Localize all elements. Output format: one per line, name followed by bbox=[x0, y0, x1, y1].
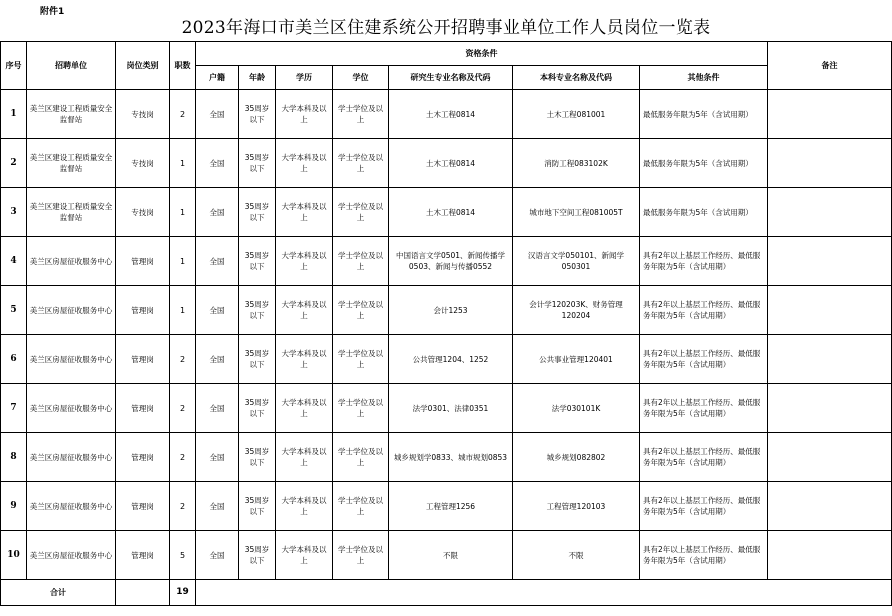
row-education: 大学本科及以上 bbox=[276, 433, 333, 482]
row-undergrad-major: 汉语言文学050101、新闻学050301 bbox=[513, 237, 640, 286]
row-unit: 美兰区房屋征收服务中心 bbox=[27, 286, 116, 335]
row-age: 35周岁以下 bbox=[239, 286, 276, 335]
row-grad-major: 不限 bbox=[389, 531, 513, 580]
row-unit: 美兰区房屋征收服务中心 bbox=[27, 384, 116, 433]
row-age: 35周岁以下 bbox=[239, 90, 276, 139]
row-education: 大学本科及以上 bbox=[276, 139, 333, 188]
row-remarks bbox=[768, 531, 892, 580]
row-household: 全国 bbox=[196, 531, 239, 580]
row-unit: 美兰区房屋征收服务中心 bbox=[27, 237, 116, 286]
row-grad-major: 中国语言文学0501、新闻传播学0503、新闻与传播0552 bbox=[389, 237, 513, 286]
row-undergrad-major: 工程管理120103 bbox=[513, 482, 640, 531]
table-row bbox=[1, 531, 892, 580]
row-other: 具有2年以上基层工作经历、最低服务年限为5年（含试用期） bbox=[640, 433, 768, 482]
row-grad-major: 法学0301、法律0351 bbox=[389, 384, 513, 433]
row-other: 具有2年以上基层工作经历、最低服务年限为5年（含试用期） bbox=[640, 286, 768, 335]
total-row bbox=[1, 580, 892, 606]
row-degree: 学士学位及以上 bbox=[333, 90, 389, 139]
row-remarks bbox=[768, 188, 892, 237]
positions-table bbox=[0, 41, 892, 606]
row-grad-major: 会计1253 bbox=[389, 286, 513, 335]
row-seq: 1 bbox=[1, 90, 27, 139]
row-count: 5 bbox=[170, 531, 196, 580]
row-grad-major: 公共管理1204、1252 bbox=[389, 335, 513, 384]
row-education: 大学本科及以上 bbox=[276, 188, 333, 237]
row-seq: 7 bbox=[1, 384, 27, 433]
row-count: 1 bbox=[170, 286, 196, 335]
header-grad-major: 研究生专业名称及代码 bbox=[389, 66, 513, 90]
row-category: 管理岗 bbox=[116, 335, 170, 384]
row-degree: 学士学位及以上 bbox=[333, 237, 389, 286]
row-age: 35周岁以下 bbox=[239, 531, 276, 580]
table-row bbox=[1, 384, 892, 433]
table-row bbox=[1, 90, 892, 139]
row-age: 35周岁以下 bbox=[239, 237, 276, 286]
table-row bbox=[1, 237, 892, 286]
row-category: 管理岗 bbox=[116, 482, 170, 531]
total-blank bbox=[196, 580, 892, 606]
table-row bbox=[1, 139, 892, 188]
row-unit: 美兰区建设工程质量安全监督站 bbox=[27, 188, 116, 237]
row-grad-major: 土木工程0814 bbox=[389, 90, 513, 139]
row-category: 管理岗 bbox=[116, 384, 170, 433]
total-spacer bbox=[116, 580, 170, 606]
row-undergrad-major: 法学030101K bbox=[513, 384, 640, 433]
header-unit: 招聘单位 bbox=[27, 42, 116, 90]
row-education: 大学本科及以上 bbox=[276, 286, 333, 335]
row-count: 2 bbox=[170, 433, 196, 482]
row-category: 专技岗 bbox=[116, 139, 170, 188]
row-other: 具有2年以上基层工作经历、最低服务年限为5年（含试用期） bbox=[640, 482, 768, 531]
row-unit: 美兰区房屋征收服务中心 bbox=[27, 433, 116, 482]
page-title: 2023年海口市美兰区住建系统公开招聘事业单位工作人员岗位一览表 bbox=[181, 18, 711, 38]
row-education: 大学本科及以上 bbox=[276, 335, 333, 384]
row-remarks bbox=[768, 286, 892, 335]
row-unit: 美兰区房屋征收服务中心 bbox=[27, 531, 116, 580]
row-undergrad-major: 会计学120203K、财务管理120204 bbox=[513, 286, 640, 335]
row-education: 大学本科及以上 bbox=[276, 237, 333, 286]
header-count: 职数 bbox=[170, 42, 196, 90]
row-degree: 学士学位及以上 bbox=[333, 188, 389, 237]
header-degree: 学位 bbox=[333, 66, 389, 90]
row-household: 全国 bbox=[196, 433, 239, 482]
row-category: 专技岗 bbox=[116, 90, 170, 139]
row-category: 管理岗 bbox=[116, 286, 170, 335]
row-seq: 6 bbox=[1, 335, 27, 384]
row-degree: 学士学位及以上 bbox=[333, 531, 389, 580]
row-age: 35周岁以下 bbox=[239, 482, 276, 531]
header-remarks: 备注 bbox=[768, 42, 892, 90]
row-household: 全国 bbox=[196, 335, 239, 384]
row-degree: 学士学位及以上 bbox=[333, 139, 389, 188]
row-other: 具有2年以上基层工作经历、最低服务年限为5年（含试用期） bbox=[640, 531, 768, 580]
row-count: 2 bbox=[170, 482, 196, 531]
row-household: 全国 bbox=[196, 482, 239, 531]
row-unit: 美兰区房屋征收服务中心 bbox=[27, 482, 116, 531]
row-seq: 5 bbox=[1, 286, 27, 335]
row-count: 1 bbox=[170, 188, 196, 237]
row-other: 最低服务年限为5年（含试用期） bbox=[640, 188, 768, 237]
table-row bbox=[1, 482, 892, 531]
row-seq: 4 bbox=[1, 237, 27, 286]
header-category: 岗位类别 bbox=[116, 42, 170, 90]
row-undergrad-major: 土木工程081001 bbox=[513, 90, 640, 139]
row-category: 管理岗 bbox=[116, 531, 170, 580]
table-row bbox=[1, 286, 892, 335]
row-unit: 美兰区房屋征收服务中心 bbox=[27, 335, 116, 384]
header-household: 户籍 bbox=[196, 66, 239, 90]
row-household: 全国 bbox=[196, 90, 239, 139]
row-other: 最低服务年限为5年（含试用期） bbox=[640, 139, 768, 188]
row-undergrad-major: 城乡规划082802 bbox=[513, 433, 640, 482]
row-undergrad-major: 不限 bbox=[513, 531, 640, 580]
table-row bbox=[1, 335, 892, 384]
row-seq: 3 bbox=[1, 188, 27, 237]
row-count: 2 bbox=[170, 90, 196, 139]
row-degree: 学士学位及以上 bbox=[333, 433, 389, 482]
row-other: 具有2年以上基层工作经历、最低服务年限为5年（含试用期） bbox=[640, 335, 768, 384]
row-household: 全国 bbox=[196, 286, 239, 335]
row-household: 全国 bbox=[196, 139, 239, 188]
header-age: 年龄 bbox=[239, 66, 276, 90]
row-undergrad-major: 城市地下空间工程081005T bbox=[513, 188, 640, 237]
row-seq: 9 bbox=[1, 482, 27, 531]
row-category: 管理岗 bbox=[116, 433, 170, 482]
row-education: 大学本科及以上 bbox=[276, 531, 333, 580]
table-row bbox=[1, 188, 892, 237]
row-count: 2 bbox=[170, 335, 196, 384]
row-unit: 美兰区建设工程质量安全监督站 bbox=[27, 90, 116, 139]
row-education: 大学本科及以上 bbox=[276, 90, 333, 139]
row-age: 35周岁以下 bbox=[239, 139, 276, 188]
row-household: 全国 bbox=[196, 384, 239, 433]
row-undergrad-major: 消防工程083102K bbox=[513, 139, 640, 188]
row-grad-major: 土木工程0814 bbox=[389, 188, 513, 237]
row-remarks bbox=[768, 335, 892, 384]
row-degree: 学士学位及以上 bbox=[333, 482, 389, 531]
row-undergrad-major: 公共事业管理120401 bbox=[513, 335, 640, 384]
row-remarks bbox=[768, 237, 892, 286]
row-grad-major: 工程管理1256 bbox=[389, 482, 513, 531]
row-age: 35周岁以下 bbox=[239, 188, 276, 237]
row-unit: 美兰区建设工程质量安全监督站 bbox=[27, 139, 116, 188]
row-grad-major: 城乡规划学0833、城市规划0853 bbox=[389, 433, 513, 482]
row-count: 2 bbox=[170, 384, 196, 433]
row-seq: 8 bbox=[1, 433, 27, 482]
header-education: 学历 bbox=[276, 66, 333, 90]
row-household: 全国 bbox=[196, 237, 239, 286]
row-age: 35周岁以下 bbox=[239, 433, 276, 482]
total-label: 合计 bbox=[1, 580, 116, 606]
row-remarks bbox=[768, 90, 892, 139]
table-row bbox=[1, 433, 892, 482]
row-other: 具有2年以上基层工作经历、最低服务年限为5年（含试用期） bbox=[640, 237, 768, 286]
row-remarks bbox=[768, 384, 892, 433]
row-household: 全国 bbox=[196, 188, 239, 237]
row-degree: 学士学位及以上 bbox=[333, 335, 389, 384]
row-education: 大学本科及以上 bbox=[276, 482, 333, 531]
header-qualifications: 资格条件 bbox=[196, 42, 768, 66]
row-grad-major: 土木工程0814 bbox=[389, 139, 513, 188]
row-age: 35周岁以下 bbox=[239, 335, 276, 384]
row-remarks bbox=[768, 433, 892, 482]
row-seq: 2 bbox=[1, 139, 27, 188]
row-age: 35周岁以下 bbox=[239, 384, 276, 433]
row-degree: 学士学位及以上 bbox=[333, 384, 389, 433]
row-category: 管理岗 bbox=[116, 237, 170, 286]
header-other: 其他条件 bbox=[640, 66, 768, 90]
total-count: 19 bbox=[170, 580, 196, 606]
row-count: 1 bbox=[170, 237, 196, 286]
row-category: 专技岗 bbox=[116, 188, 170, 237]
header-undergrad-major: 本科专业名称及代码 bbox=[513, 66, 640, 90]
row-remarks bbox=[768, 482, 892, 531]
row-other: 具有2年以上基层工作经历、最低服务年限为5年（含试用期） bbox=[640, 384, 768, 433]
header-seq: 序号 bbox=[1, 42, 27, 90]
row-degree: 学士学位及以上 bbox=[333, 286, 389, 335]
row-other: 最低服务年限为5年（含试用期） bbox=[640, 90, 768, 139]
row-education: 大学本科及以上 bbox=[276, 384, 333, 433]
attachment-label: 附件1 bbox=[40, 7, 65, 17]
row-seq: 10 bbox=[1, 531, 27, 580]
row-count: 1 bbox=[170, 139, 196, 188]
row-remarks bbox=[768, 139, 892, 188]
